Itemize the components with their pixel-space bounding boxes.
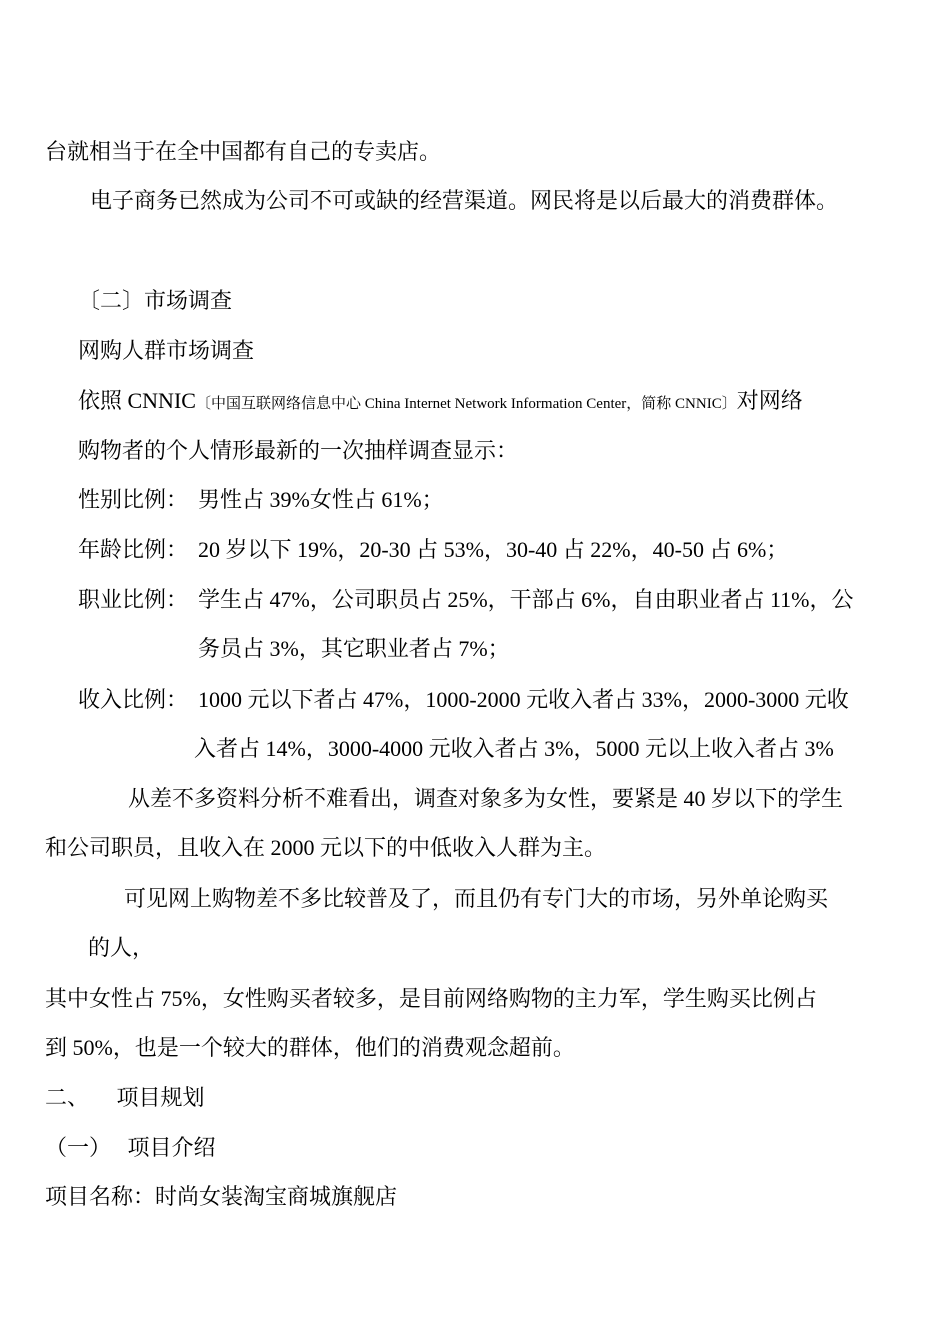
- paragraph-line: 台就相当于在全中国都有自己的专卖店。: [45, 139, 442, 164]
- paragraph-line: 的人，: [88, 935, 155, 960]
- section-heading-intro: （一） 项目介绍: [45, 1135, 216, 1160]
- section-heading-market: 〔二〕市场调查: [78, 288, 233, 313]
- stat-label-age: 年龄比例：: [78, 537, 189, 562]
- subheading-survey: 网购人群市场调查: [78, 338, 255, 363]
- cnnic-intro-text: 依照 CNNIC: [78, 388, 196, 413]
- project-name-line: 项目名称：时尚女装淘宝商城旗舰店: [45, 1184, 398, 1209]
- paragraph-line: 从差不多资料分析不难看出，调查对象多为女性，要紧是 40 岁以下的学生: [128, 786, 844, 811]
- stat-value-gender: 男性占 39%女性占 61%；: [198, 487, 444, 512]
- paragraph-line: 到 50%，也是一个较大的群体，他们的消费观念超前。: [45, 1035, 575, 1060]
- paragraph-line: 其中女性占 75%，女性购买者较多，是目前网络购物的主力军，学生购买比例占: [45, 986, 817, 1011]
- stat-value-income: 1000 元以下者占 47%，1000-2000 元收入者占 33%，2000-3000 元收: [198, 687, 849, 712]
- paragraph-line: 购物者的个人情形最新的一次抽样调查显示：: [78, 438, 519, 463]
- paragraph-line: 可见网上购物差不多比较普及了，而且仍有专门大的市场，另外单论购买: [124, 886, 829, 911]
- stat-value-occupation-cont: 务员占 3%，其它职业者占 7%；: [198, 636, 510, 661]
- cnnic-intro-line: [78, 386, 904, 416]
- cnnic-footnote: 〔中国互联网络信息中心 China Internet Network Information Center，简称 CNNIC〕: [195, 396, 737, 412]
- stat-value-age: 20 岁以下 19%，20-30 占 53%，30-40 占 22%，40-50 占 6%；: [198, 537, 789, 562]
- stat-label-gender: 性别比例：: [78, 487, 189, 512]
- cnnic-intro-tail: 对网络: [736, 388, 803, 413]
- paragraph-line: 和公司职员，且收入在 2000 元以下的中低收入人群为主。: [45, 835, 607, 860]
- stat-label-income: 收入比例：: [78, 687, 189, 712]
- paragraph-line: 电子商务已然成为公司不可或缺的经营渠道。网民将是以后最大的消费群体。: [90, 188, 839, 213]
- stat-value-occupation: 学生占 47%，公司职员占 25%，干部占 6%，自由职业者占 11%，公: [198, 587, 854, 612]
- section-heading-plan: 二、 项目规划: [45, 1085, 205, 1110]
- stat-label-occupation: 职业比例：: [78, 587, 189, 612]
- stat-value-income-cont: 入者占 14%，3000-4000 元收入者占 3%，5000 元以上收入者占 3%: [194, 736, 834, 761]
